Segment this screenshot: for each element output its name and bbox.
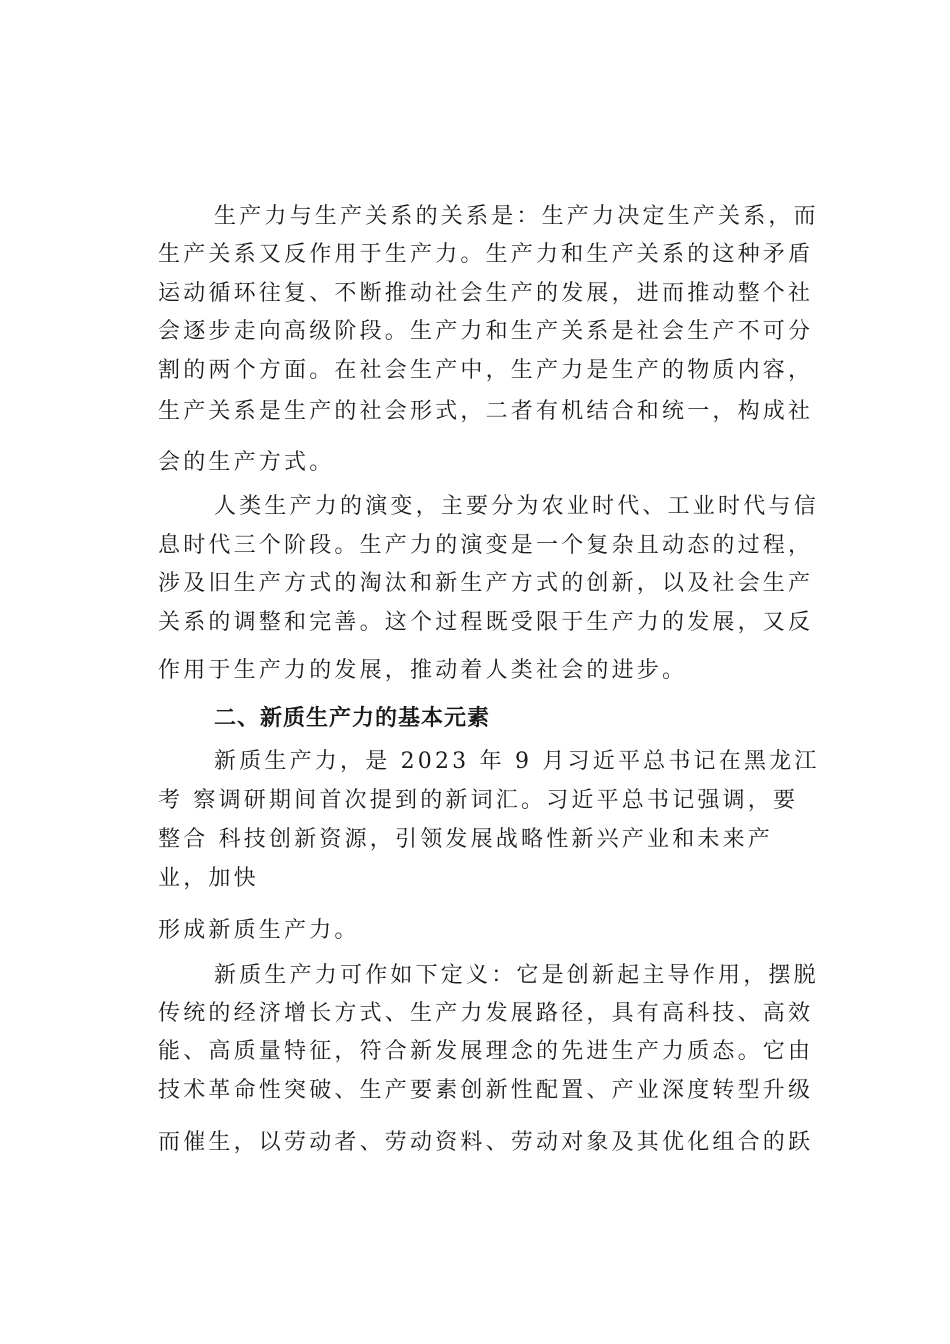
paragraph-4-line-4: 技术革命性突破、生产要素创新性配置、产业深度转型升级 xyxy=(158,1078,814,1103)
section-heading: 二、新质生产力的基本元素 xyxy=(214,706,491,731)
paragraph-1-line-6: 生产关系是生产的社会形式，二者有机结合和统一，构成社 xyxy=(158,399,814,424)
paragraph-4-line-1: 新质生产力可作如下定义：它是创新起主导作用，摆脱 xyxy=(214,963,819,988)
paragraph-3-line-5: 形成新质生产力。 xyxy=(158,918,360,943)
paragraph-3-line-2: 考 察调研期间首次提到的新词汇。习近平总书记强调，要 xyxy=(158,788,799,813)
paragraph-2-line-1: 人类生产力的演变，主要分为农业时代、工业时代与信 xyxy=(214,494,819,519)
paragraph-1-line-5: 割的两个方面。在社会生产中，生产力是生产的物质内容， xyxy=(158,358,814,383)
paragraph-4-line-5: 而催生，以劳动者、劳动资料、劳动对象及其优化组合的跃 xyxy=(158,1130,814,1155)
paragraph-2-line-5: 作用于生产力的发展，推动着人类社会的进步。 xyxy=(158,658,688,683)
paragraph-3-line-3: 整合 科技创新资源，引领发展战略性新兴产业和未来产 xyxy=(158,827,773,852)
paragraph-1-line-3: 运动循环往复、不断推动社会生产的发展，进而推动整个社 xyxy=(158,281,814,306)
paragraph-2-line-3: 涉及旧生产方式的淘汰和新生产方式的创新，以及社会生产 xyxy=(158,571,814,596)
paragraph-1-line-2: 生产关系又反作用于生产力。生产力和生产关系的这种矛盾 xyxy=(158,242,814,267)
paragraph-4-line-2: 传统的经济增长方式、生产力发展路径，具有高科技、高效 xyxy=(158,1001,814,1026)
paragraph-3-line-4: 业，加快 xyxy=(158,866,259,891)
paragraph-2-line-4: 关系的调整和完善。这个过程既受限于生产力的发展，又反 xyxy=(158,610,814,635)
paragraph-4-line-3: 能、高质量特征，符合新发展理念的先进生产力质态。它由 xyxy=(158,1039,814,1064)
paragraph-3-line-1: 新质生产力，是 2023 年 9 月习近平总书记在黑龙江 xyxy=(214,749,820,774)
paragraph-2-line-2: 息时代三个阶段。生产力的演变是一个复杂且动态的过程， xyxy=(158,533,814,558)
paragraph-1-line-1: 生产力与生产关系的关系是：生产力决定生产关系，而 xyxy=(214,204,819,229)
paragraph-1-line-4: 会逐步走向高级阶段。生产力和生产关系是社会生产不可分 xyxy=(158,319,814,344)
paragraph-1-line-7: 会的生产方式。 xyxy=(158,450,335,475)
